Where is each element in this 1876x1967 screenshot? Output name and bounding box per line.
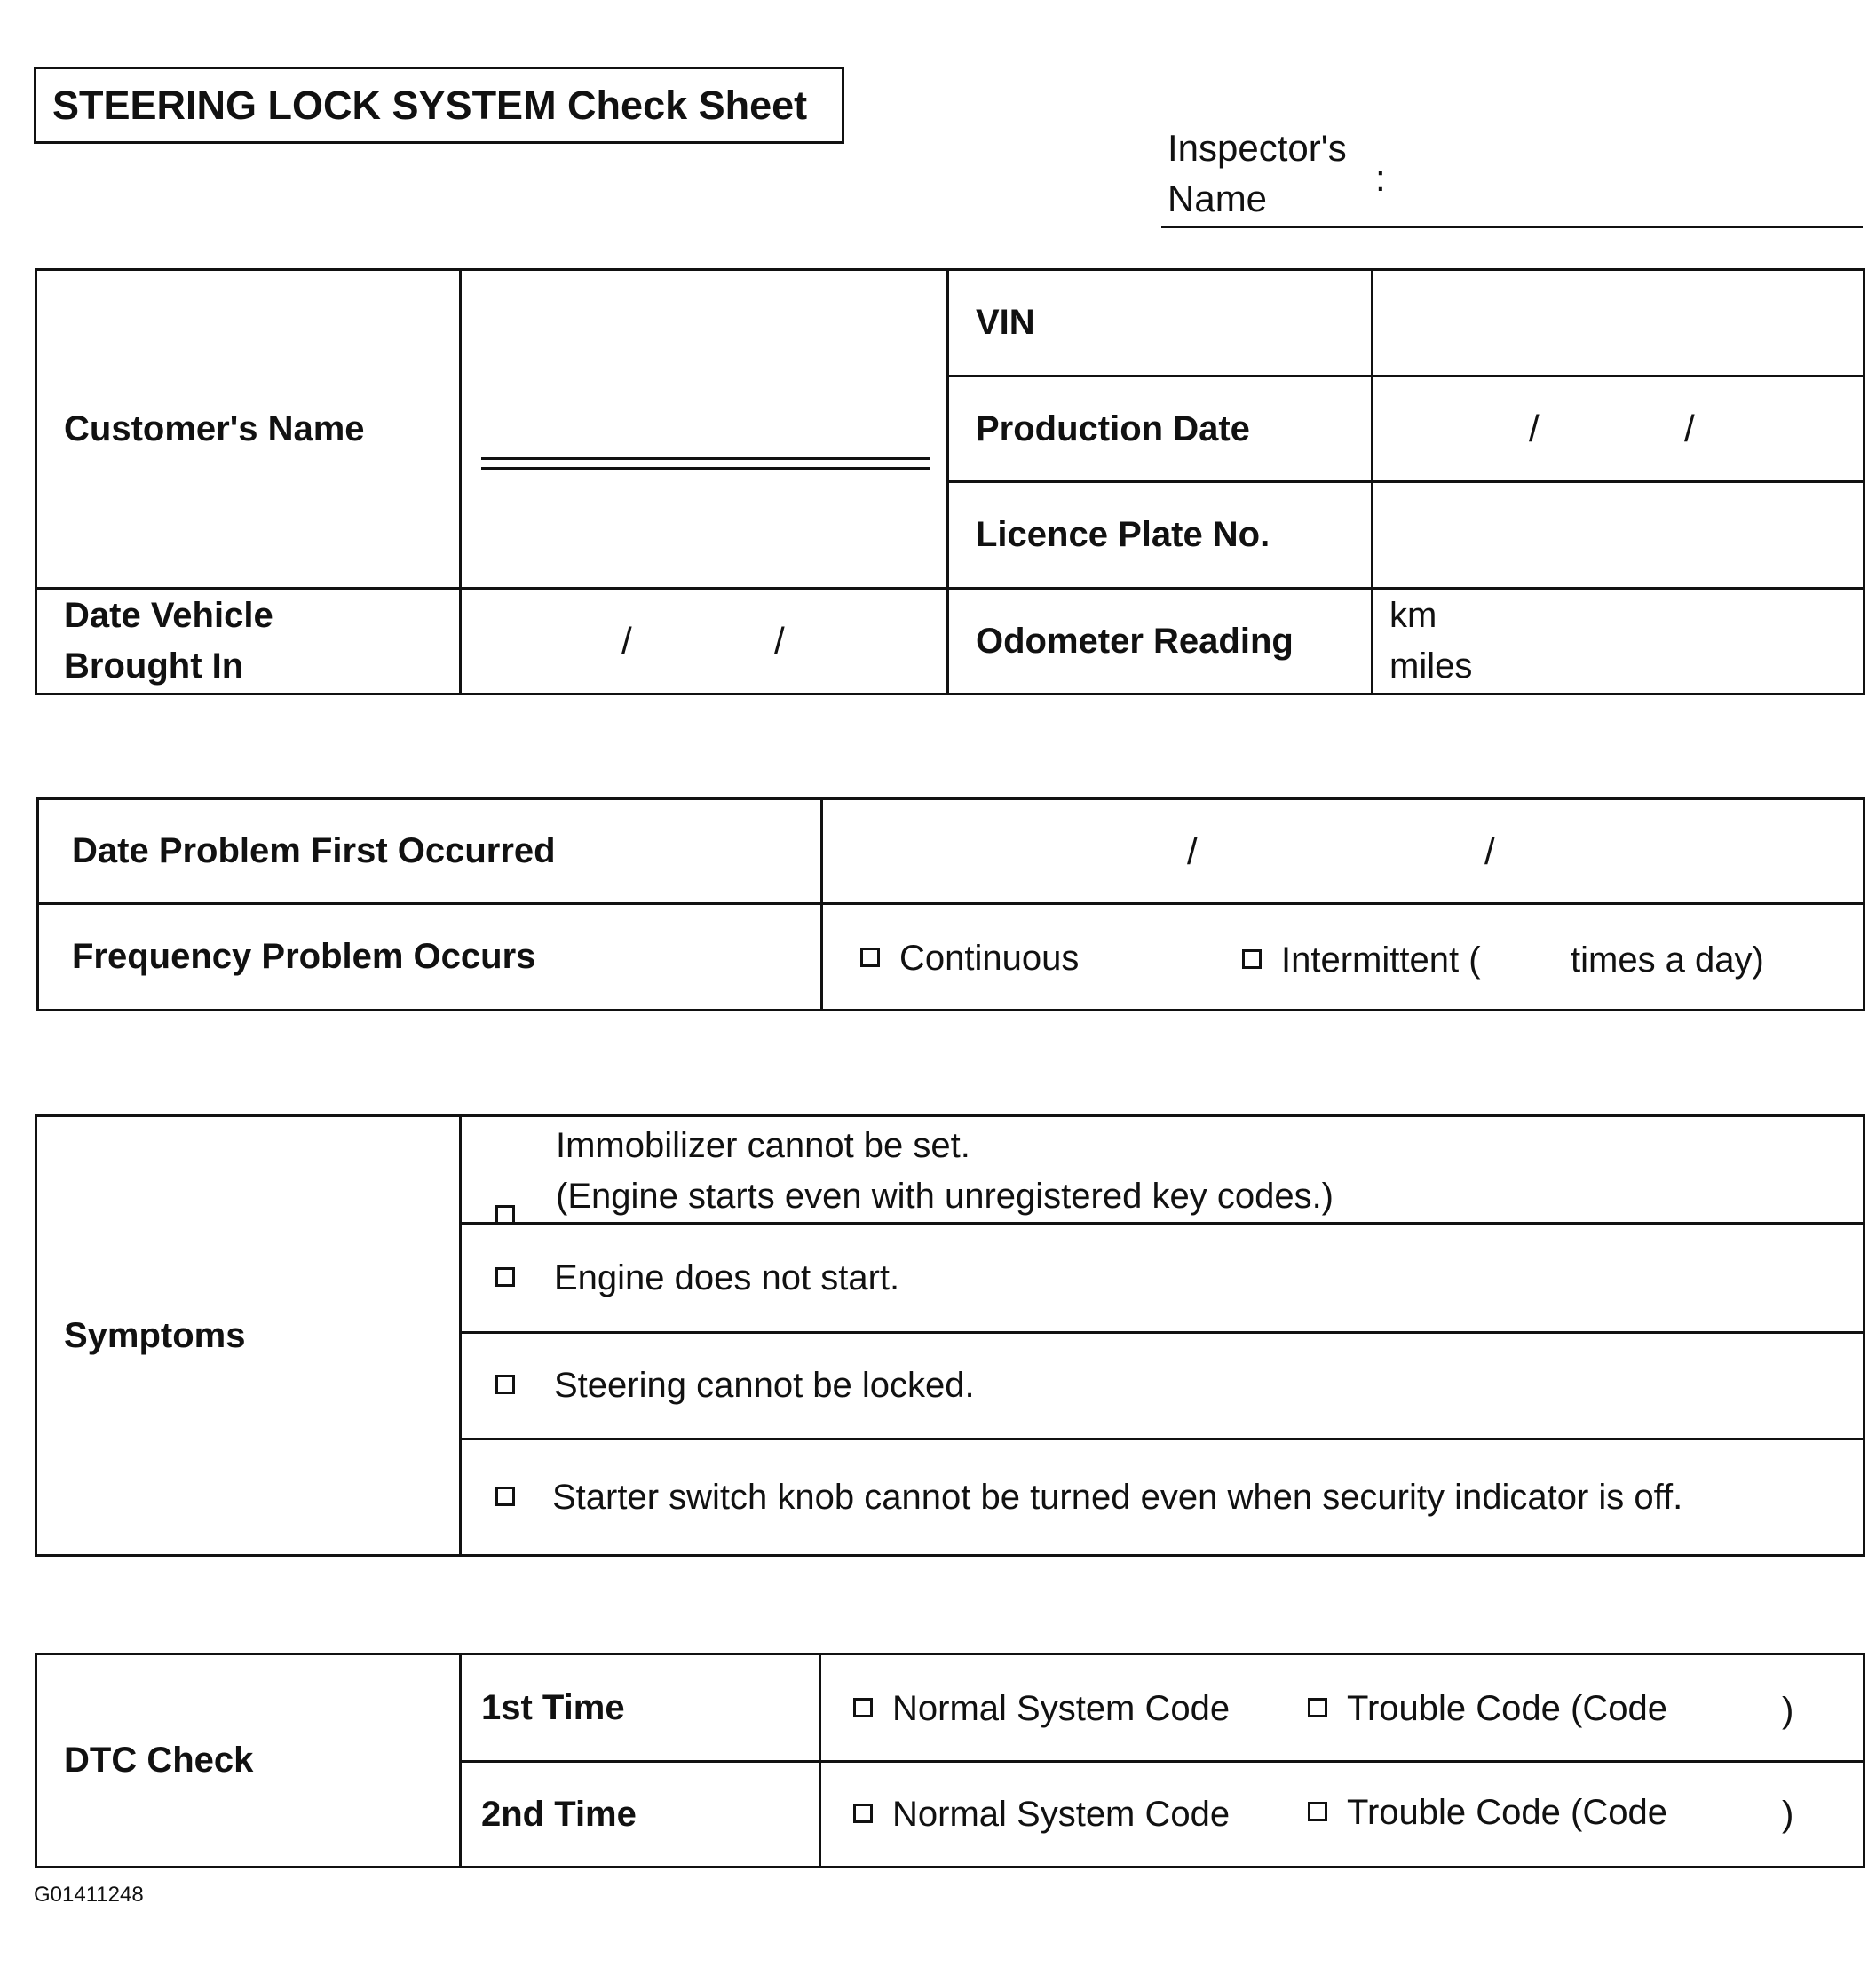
checkbox[interactable] [495, 1487, 515, 1506]
vin-label: VIN [948, 270, 1373, 377]
symptom-item[interactable] [461, 1116, 1864, 1224]
date-separator: / [774, 620, 785, 662]
frequency-label: Frequency Problem Occurs [38, 904, 822, 1011]
option-trouble-code[interactable]: Trouble Code (Code [1308, 1793, 1667, 1833]
dtc-options [820, 1762, 1864, 1868]
checkbox[interactable] [1308, 1802, 1327, 1821]
symptom-text: (Engine starts even with unregistered key codes.) [556, 1177, 1334, 1216]
trouble-code-close: ) [1782, 1795, 1794, 1834]
dtc-options [820, 1654, 1864, 1762]
symptoms-label: Symptoms [36, 1116, 461, 1556]
symptom-item[interactable] [461, 1333, 1864, 1440]
inspector-label [1168, 123, 1347, 224]
inspector-name-field[interactable] [1161, 226, 1863, 228]
option-normal-code[interactable]: Normal System Code [853, 1689, 1230, 1729]
date-separator: / [1187, 830, 1198, 872]
date-separator: / [1484, 830, 1495, 872]
symptom-item[interactable] [461, 1440, 1864, 1556]
symptoms-table [35, 1114, 1865, 1557]
figure-id: G01411248 [34, 1883, 144, 1907]
customer-name-label: Customer's Name [36, 270, 461, 589]
checkbox[interactable] [495, 1375, 515, 1394]
symptom-item[interactable] [461, 1224, 1864, 1333]
odometer-label: Odometer Reading [948, 589, 1373, 694]
checkbox[interactable] [860, 948, 880, 967]
symptom-text: Engine does not start. [554, 1257, 900, 1297]
checkbox[interactable] [853, 1804, 873, 1823]
vin-field[interactable] [1373, 270, 1864, 377]
page-title [34, 67, 844, 144]
unit-km: km [1389, 596, 1437, 635]
licence-plate-field[interactable] [1373, 482, 1864, 589]
symptom-text: Steering cannot be locked. [554, 1366, 975, 1405]
checkbox[interactable] [1308, 1698, 1327, 1717]
odometer-field[interactable] [1373, 589, 1864, 694]
inspector-colon: : [1375, 157, 1386, 199]
trouble-code-close: ) [1782, 1691, 1794, 1730]
checkbox[interactable] [495, 1267, 515, 1287]
checkbox[interactable] [853, 1698, 873, 1717]
problem-occurrence-table [36, 797, 1865, 1011]
date-brought-in-label: Date Vehicle Brought In [36, 589, 461, 694]
title-text: STEERING LOCK SYSTEM Check Sheet [52, 82, 808, 128]
checkbox[interactable] [1242, 949, 1262, 969]
production-date-label: Production Date [948, 377, 1373, 482]
dtc-time-label: 2nd Time [461, 1762, 820, 1868]
option-intermittent[interactable]: Intermittent ( [1242, 940, 1481, 980]
date-first-occurred-label: Date Problem First Occurred [38, 799, 822, 904]
date-separator: / [1684, 408, 1695, 449]
customer-name-field[interactable] [461, 270, 948, 589]
production-date-field[interactable] [1373, 377, 1864, 482]
dtc-time-label: 1st Time [461, 1654, 820, 1762]
dtc-check-table [35, 1653, 1865, 1868]
option-trouble-code[interactable]: Trouble Code (Code [1308, 1689, 1667, 1729]
option-continuous[interactable]: Continuous [860, 939, 1079, 979]
inspector-label-line2: Name [1168, 178, 1268, 219]
date-first-occurred-field[interactable] [822, 799, 1864, 904]
times-a-day-text: times a day) [1571, 940, 1764, 980]
inspector-label-line1: Inspector's [1168, 127, 1347, 169]
symptom-text: Immobilizer cannot be set. [556, 1126, 970, 1165]
date-separator: / [621, 620, 632, 662]
customer-name-double-line [481, 457, 930, 470]
date-separator: / [1529, 408, 1540, 449]
vehicle-info-table [35, 268, 1865, 695]
symptom-text: Starter switch knob cannot be turned even when security indicator is off. [552, 1477, 1683, 1517]
unit-miles: miles [1389, 646, 1473, 686]
checkbox[interactable] [495, 1205, 515, 1225]
licence-plate-label: Licence Plate No. [948, 482, 1373, 589]
option-normal-code[interactable]: Normal System Code [853, 1795, 1230, 1835]
date-brought-in-field[interactable] [461, 589, 948, 694]
frequency-options [822, 904, 1864, 1011]
dtc-check-label: DTC Check [36, 1654, 461, 1868]
